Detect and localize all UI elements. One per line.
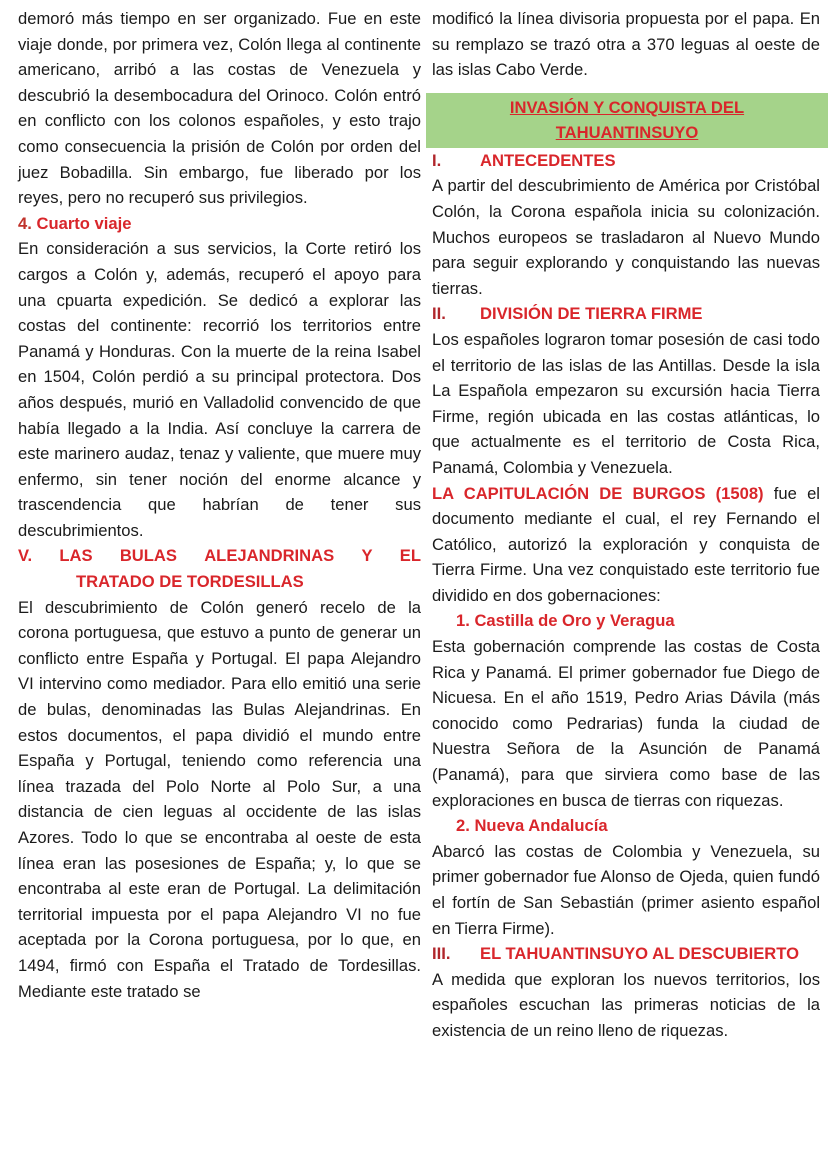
heading-roman: II.: [432, 304, 446, 324]
heading-roman: V.: [18, 546, 33, 566]
banner-title-line-1: INVASIÓN Y CONQUISTA DEL: [509, 97, 745, 117]
heading-line-2: TRATADO DE TORDESILLAS: [76, 572, 304, 592]
heading-word: LAS: [59, 546, 93, 566]
paragraph-antecedentes: A partir del descubrimiento de América por Cristóbal Colón, la Corona española inicia su colonización. Muchos europeos se trasladaron al Nuevo Mundo para seguir explorando y conquistando las nuevas tierras.: [432, 176, 820, 298]
heading-label: DIVISIÓN DE TIERRA FIRME: [480, 304, 703, 324]
heading-number: 4.: [18, 213, 32, 233]
paragraph-bulas: El descubrimiento de Colón generó recelo de la corona portuguesa, que estuvo a punto de generar un conflicto entre España y Portugal. El papa Alejandro VI intervino como mediador. Para ello emitió una serie de bulas, denominadas las Bulas Alejandrinas. En estos documentos, el papa dividió el mundo entre España y Portugal, teniendo como referencia una línea trazada del Polo Norte al Polo Sur, a una distancia de cien leguas al occidente de las islas Azores. Todo lo que se encontraba al oeste de esta línea eran las posesiones de España; y, lo que se encontraba al este eran de Portugal. La delimitación territorial impuesta por el papa Alejandro VI no fue aceptada por la Corona portuguesa, por lo que, en 1494, firmó con España el Tratado de Tordesillas. Mediante este tratado se: [18, 597, 421, 1001]
heading-castilla-de-oro: 1. Castilla de Oro y Veragua: [456, 611, 675, 631]
paragraph-tercer-viaje: demoró más tiempo en ser organizado. Fue en este viaje donde, por primera vez, Colón llega al continente americano, arribó a las costas de Venezuela y descubrió la desembocadura del Orinoco. Colón entró en conflicto con los colonos españoles, y esto trajo como consecuencia la prisión de Colón por orden del juez Bobadilla. Sin embargo, fue liberado por los reyes, pero no recuperó sus privilegios.: [18, 9, 421, 208]
heading-word: BULAS: [119, 546, 177, 566]
heading-roman: I.: [432, 150, 442, 170]
heading-division-tierra-firme: [432, 301, 820, 327]
heading-tahuantinsuyo: [432, 941, 820, 967]
paragraph-castilla: Esta gobernación comprende las costas de Costa Rica y Panamá. El primer gobernador fue Diego de Nicuesa. En el año 1519, Pedro Arias Dávila (más conocido como Pedrarias) funda la ciudad de Nuestra Señora de la Asunción de Panamá (Panamá), para que sirviera como base de las exploraciones en busca de tierras con riquezas.: [432, 637, 820, 810]
heading-word: EL: [399, 546, 421, 566]
heading-label: ANTECEDENTES: [480, 150, 616, 170]
section-banner: [426, 93, 828, 148]
paragraph-division: Los españoles lograron tomar posesión de casi todo el territorio de las islas de las Antillas. Desde la isla La Española empezaron su excursión hacia Tierra Firme, región ubicada en las costas atlánticas, lo que actualmente es el territorio de Costa Rica, Panamá, Colombia y Venezuela.: [432, 329, 820, 477]
paragraph-andalucia: Abarcó las costas de Colombia y Venezuela, su primer gobernador fue Alonso de Ojeda, quien fundó el fortín de San Sebastián (primer asiento español en Tierra Firme).: [432, 841, 820, 938]
paragraph-tahuantinsuyo: A medida que exploran los nuevos territorios, los españoles escuchan las primeras noticias de la existencia de un reino lleno de riquezas.: [432, 969, 820, 1040]
heading-label: EL TAHUANTINSUYO AL DESCUBIERTO: [480, 944, 799, 964]
heading-word: Y: [361, 546, 373, 566]
heading-word: ALEJANDRINAS: [204, 546, 335, 566]
capitulacion-rest: fue el documento mediante el cual, el rey Fernando el Católico, autorizó la exploración y conquista de Tierra Firme. Una vez conquistado este territorio fue dividido en dos gobernaciones:: [432, 483, 820, 605]
heading-antecedentes: [432, 148, 820, 174]
heading-nueva-andalucia: 2. Nueva Andalucía: [456, 816, 608, 836]
left-column: [18, 6, 421, 1171]
capitulacion-bold: LA CAPITULACIÓN DE BURGOS (1508): [432, 483, 764, 503]
banner-title-line-2: TAHUANTINSUYO: [555, 122, 699, 142]
right-column: [432, 6, 820, 1171]
heading-roman: III.: [432, 944, 451, 964]
heading-label: Cuarto viaje: [36, 213, 132, 233]
heading-cuarto-viaje: [18, 211, 421, 237]
paragraph-capitulacion: [432, 481, 820, 609]
heading-bulas-alejandrinas: [18, 543, 421, 594]
paragraph-tordesillas-cont: modificó la línea divisoria propuesta por el papa. En su remplazo se trazó otra a 370 leguas al oeste de las islas Cabo Verde.: [432, 9, 820, 80]
paragraph-cuarto-viaje: En consideración a sus servicios, la Corte retiró los cargos a Colón y, además, recuperó el apoyo para una cpuarta expedición. Se dedicó a explorar las costas del continente: recorrió los territorios entre Panamá y Honduras. Con la muerte de la reina Isabel en 1504, Colón perdió a su principal protectora. Dos años después, murió en Valladolid convencido de que había llegado a la India. Así concluye la carrera de este marinero audaz, tenaz y valiente, que muere muy enfermo, sin tener noción del enorme alcance y trascendencia que habrían de tener sus descubrimientos.: [18, 239, 421, 540]
